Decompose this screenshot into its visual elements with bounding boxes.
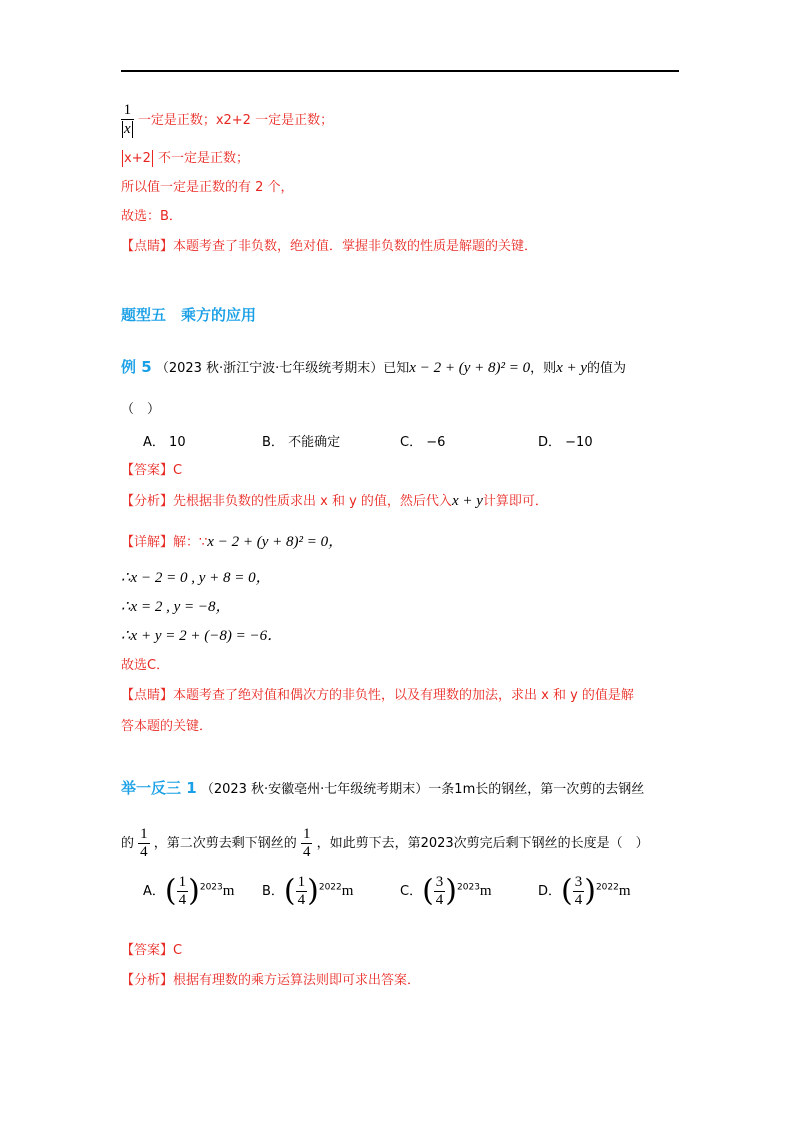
prev-line-3: 所以值一定是正数的有 2 个， [121, 180, 294, 195]
section-title: 题型五 乘方的应用 [121, 306, 257, 324]
fraction-one-quarter: $\frac{1}{4}$ [140, 826, 148, 860]
option-c: C． −6 [400, 435, 446, 450]
prev-line-4: 故选：B． [121, 209, 182, 224]
example-5-analysis: 【分析】先根据非负数的性质求出 x 和 y 的值，然后代入x + y计算即可． [121, 493, 548, 509]
example-5-label: 例 5 [121, 358, 152, 376]
practice-1-line-2: 的 $\frac{1}{4}$ ，第二次剪去剩下钢丝的 $\frac{1}{4}$ ，如此剪下去，第2023次剪完后剩下钢丝的长度是（ ） [121, 826, 649, 860]
example-5-detail: 【详解】解：∵x − 2 + (y + 8)² = 0， [121, 534, 344, 550]
practice-option-d: D．( $\frac{3}{4}$ )$^{2022}$m [538, 873, 631, 909]
practice-option-a: A．( $\frac{1}{4}$ )$^{2023}$m [143, 873, 235, 909]
example-5-choose: 故选C． [121, 658, 170, 673]
step-3: ∴x + y = 2 + (−8) = −6． [121, 628, 283, 644]
header-rule [121, 70, 679, 72]
fraction-one-quarter: $\frac{1}{4}$ [302, 826, 311, 860]
example-5-blank: （ ） [121, 402, 161, 417]
step-2: ∴x = 2 , y = −8， [121, 599, 231, 615]
fraction-one-over-abs-x: $\frac{1}{x}$ [121, 103, 134, 138]
practice-1-analysis: 【分析】根据有理数的乘方运算法则即可求出答案． [121, 973, 421, 988]
practice-1-answer: 【答案】C [121, 943, 183, 958]
practice-option-c: C．( $\frac{3}{4}$ )$^{2023}$m [400, 873, 492, 909]
practice-1-label: 举一反三 1 [121, 779, 197, 797]
prev-tip: 【点睛】本题考查了非负数，绝对值．掌握非负数的性质是解题的关键． [121, 239, 538, 254]
example-5-answer: 【答案】C [121, 463, 183, 478]
step-1: ∴x − 2 = 0 , y + 8 = 0， [121, 570, 271, 586]
option-d: D． −10 [538, 435, 593, 450]
prev-line-2: x+2 不一定是正数； [124, 151, 250, 166]
practice-option-b: B．( $\frac{1}{4}$ )$^{2022}$m [262, 873, 354, 909]
option-a: A． 10 [143, 435, 186, 450]
example-5-tip-2: 答本题的关键． [121, 719, 213, 734]
option-b: B． 不能确定 [262, 435, 341, 450]
practice-1-line-1: 举一反三 1 （2023 秋·安徽亳州·七年级统考期末）一条1m长的钢丝，第一次剪的去钢丝 [121, 779, 645, 797]
example-5-question: 例 5 （2023 秋·浙江宁波·七年级统考期末）已知x − 2 + (y + 8)² = 0，则x + y的值为 [121, 358, 627, 376]
example-5-tip-1: 【点睛】本题考查了绝对值和偶次方的非负性，以及有理数的加法，求出 x 和 y 的值是解 [121, 688, 634, 703]
prev-line-1: $\frac{1}{x}$ 一定是正数；x2+2 一定是正数； [121, 103, 333, 138]
